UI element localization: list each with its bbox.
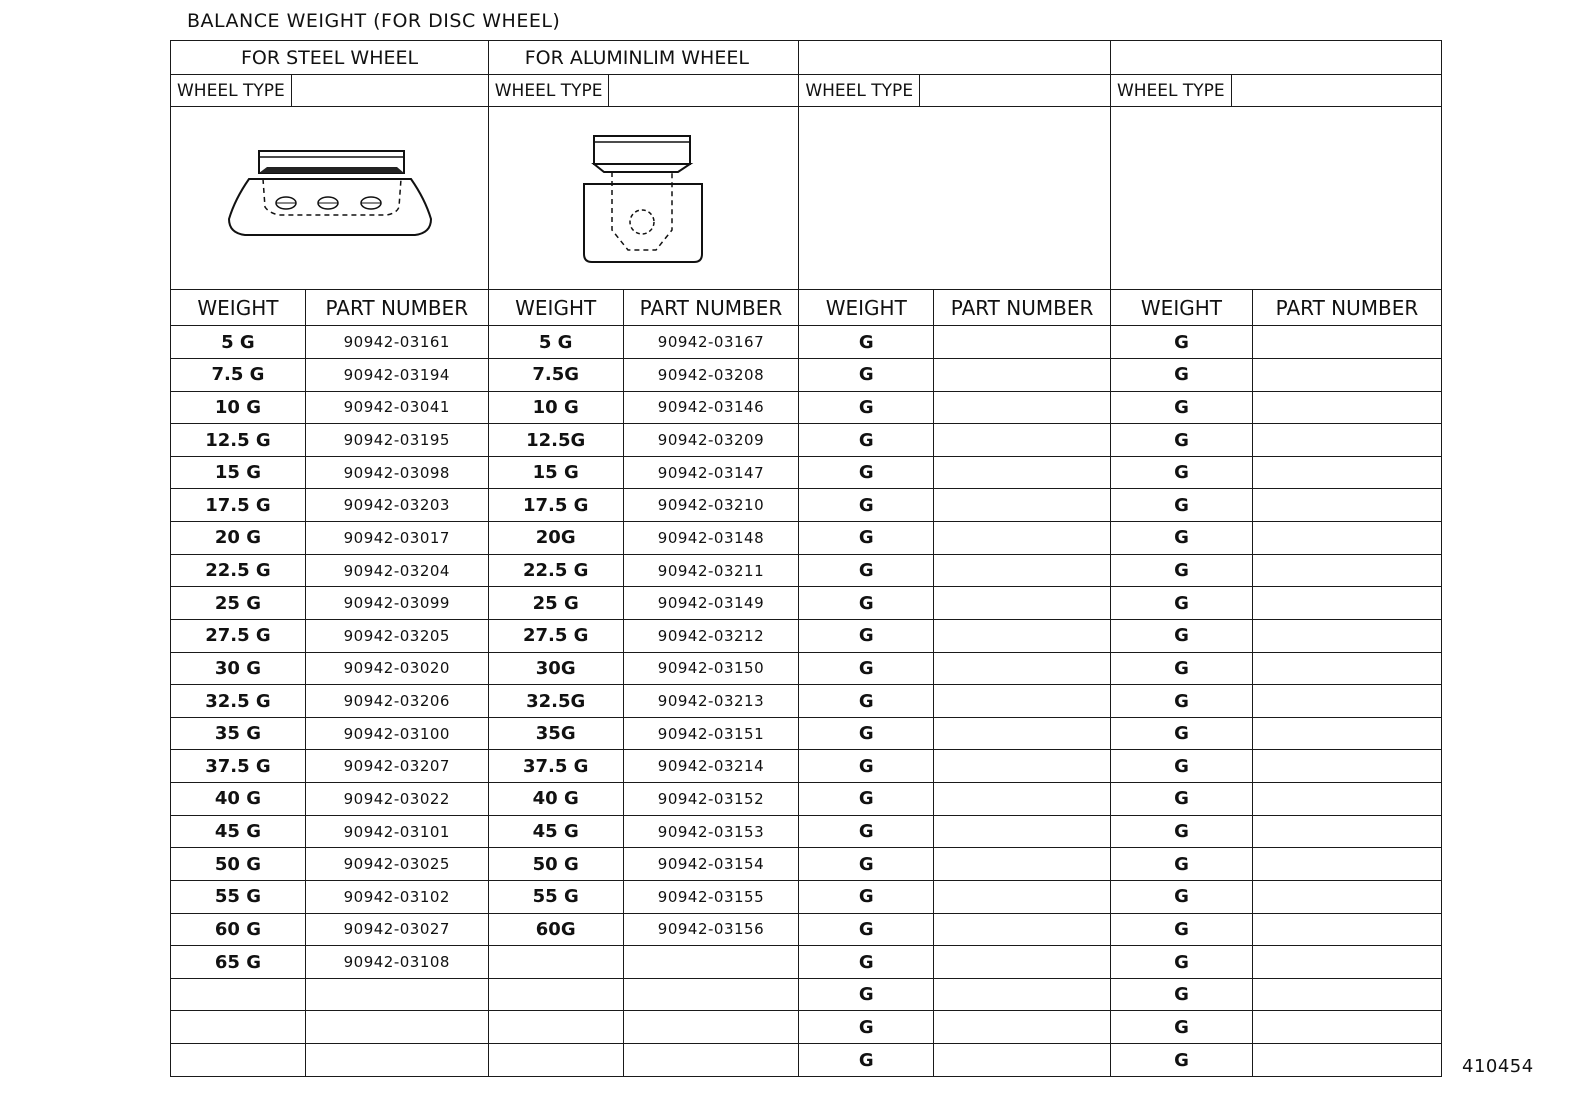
table-row (171, 358, 1442, 391)
empty-illustration-cell-4 (1110, 107, 1441, 290)
column4-weight-cell: G (1110, 946, 1252, 979)
aluminum-part-number-cell (623, 978, 799, 1011)
steel-weight-cell (171, 978, 306, 1011)
steel-weight-cell: 22.5 G (171, 554, 306, 587)
steel-weight-cell: 15 G (171, 456, 306, 489)
column3-part-number-cell (934, 783, 1111, 816)
column4-part-number-cell (1252, 880, 1441, 913)
section-title-4 (1110, 41, 1441, 75)
aluminum-part-number-cell (623, 946, 799, 979)
aluminum-part-number-cell: 90942-03208 (623, 358, 799, 391)
column3-part-number-cell (934, 1044, 1111, 1077)
aluminum-weight-cell: 12.5G (488, 424, 623, 457)
wheel-type-cell-3 (799, 75, 1111, 107)
column4-weight-cell: G (1110, 848, 1252, 881)
column3-part-number-cell (934, 424, 1111, 457)
steel-part-number-cell: 90942-03194 (305, 358, 488, 391)
column3-weight-cell: G (799, 358, 934, 391)
column3-weight-cell: G (799, 326, 934, 359)
aluminum-weight-cell: 17.5 G (488, 489, 623, 522)
steel-weight-cell: 30 G (171, 652, 306, 685)
column4-part-number-cell (1252, 913, 1441, 946)
steel-weight-cell: 37.5 G (171, 750, 306, 783)
table-row (171, 619, 1442, 652)
column4-part-number-cell (1252, 848, 1441, 881)
wheel-type-label: WHEEL TYPE (1111, 75, 1232, 106)
steel-weight-cell: 35 G (171, 717, 306, 750)
aluminum-weight-cell: 35G (488, 717, 623, 750)
steel-weight-cell: 27.5 G (171, 619, 306, 652)
column4-part-number-cell (1252, 489, 1441, 522)
column-header-weight: WEIGHT (1110, 290, 1252, 326)
aluminum-weight-cell: 40 G (488, 783, 623, 816)
aluminum-illustration-cell (488, 107, 799, 290)
table-row (171, 489, 1442, 522)
column4-part-number-cell (1252, 717, 1441, 750)
aluminum-weight-cell: 25 G (488, 587, 623, 620)
steel-weight-cell: 7.5 G (171, 358, 306, 391)
table-row (171, 913, 1442, 946)
column3-weight-cell: G (799, 1044, 934, 1077)
aluminum-part-number-cell: 90942-03210 (623, 489, 799, 522)
wheel-type-cell-4 (1110, 75, 1441, 107)
column3-weight-cell: G (799, 554, 934, 587)
column4-part-number-cell (1252, 587, 1441, 620)
steel-weight-cell: 10 G (171, 391, 306, 424)
column4-part-number-cell (1252, 1044, 1441, 1077)
aluminum-part-number-cell: 90942-03213 (623, 685, 799, 718)
document-number: 410454 (1462, 1056, 1534, 1077)
column4-weight-cell: G (1110, 554, 1252, 587)
column3-weight-cell: G (799, 587, 934, 620)
section-title-aluminum: FOR ALUMINLIM WHEEL (488, 41, 799, 75)
steel-weight-cell: 5 G (171, 326, 306, 359)
column3-weight-cell: G (799, 913, 934, 946)
column3-weight-cell: G (799, 652, 934, 685)
aluminum-part-number-cell: 90942-03152 (623, 783, 799, 816)
column3-part-number-cell (934, 326, 1111, 359)
column3-weight-cell: G (799, 880, 934, 913)
column-header-part-number: PART NUMBER (934, 290, 1111, 326)
steel-part-number-cell: 90942-03027 (305, 913, 488, 946)
column4-part-number-cell (1252, 424, 1441, 457)
steel-weight-cell (171, 1044, 306, 1077)
column3-weight-cell: G (799, 848, 934, 881)
column4-weight-cell: G (1110, 326, 1252, 359)
aluminum-weight-cell: 32.5G (488, 685, 623, 718)
column3-weight-cell: G (799, 391, 934, 424)
steel-part-number-cell: 90942-03203 (305, 489, 488, 522)
aluminum-part-number-cell: 90942-03151 (623, 717, 799, 750)
column4-weight-cell: G (1110, 587, 1252, 620)
column4-part-number-cell (1252, 685, 1441, 718)
column3-weight-cell: G (799, 978, 934, 1011)
column4-weight-cell: G (1110, 652, 1252, 685)
illustration-row (171, 107, 1442, 290)
steel-weight-cell: 55 G (171, 880, 306, 913)
aluminum-part-number-cell: 90942-03149 (623, 587, 799, 620)
steel-part-number-cell: 90942-03100 (305, 717, 488, 750)
column3-part-number-cell (934, 619, 1111, 652)
column3-part-number-cell (934, 1011, 1111, 1044)
aluminum-part-number-cell: 90942-03153 (623, 815, 799, 848)
table-row (171, 587, 1442, 620)
column3-part-number-cell (934, 848, 1111, 881)
column4-part-number-cell (1252, 522, 1441, 555)
aluminum-wheel-weight-icon (574, 128, 714, 268)
table-row (171, 652, 1442, 685)
steel-illustration-cell (171, 107, 489, 290)
steel-part-number-cell: 90942-03207 (305, 750, 488, 783)
steel-part-number-cell: 90942-03108 (305, 946, 488, 979)
column3-part-number-cell (934, 522, 1111, 555)
column3-part-number-cell (934, 717, 1111, 750)
table-row (171, 1011, 1442, 1044)
column4-part-number-cell (1252, 554, 1441, 587)
aluminum-weight-cell: 37.5 G (488, 750, 623, 783)
steel-part-number-cell: 90942-03205 (305, 619, 488, 652)
steel-part-number-cell: 90942-03101 (305, 815, 488, 848)
steel-part-number-cell: 90942-03022 (305, 783, 488, 816)
column4-part-number-cell (1252, 978, 1441, 1011)
aluminum-weight-cell: 55 G (488, 880, 623, 913)
column4-weight-cell: G (1110, 489, 1252, 522)
column3-weight-cell: G (799, 522, 934, 555)
table-row (171, 815, 1442, 848)
column4-weight-cell: G (1110, 717, 1252, 750)
column3-part-number-cell (934, 554, 1111, 587)
column4-weight-cell: G (1110, 685, 1252, 718)
aluminum-weight-cell: 7.5G (488, 358, 623, 391)
steel-weight-cell: 25 G (171, 587, 306, 620)
steel-part-number-cell (305, 1011, 488, 1044)
column4-weight-cell: G (1110, 880, 1252, 913)
table-row (171, 750, 1442, 783)
column3-part-number-cell (934, 489, 1111, 522)
steel-part-number-cell: 90942-03099 (305, 587, 488, 620)
table-row (171, 424, 1442, 457)
aluminum-weight-cell (488, 1011, 623, 1044)
table-row (171, 522, 1442, 555)
column4-part-number-cell (1252, 652, 1441, 685)
column4-weight-cell: G (1110, 391, 1252, 424)
steel-part-number-cell: 90942-03102 (305, 880, 488, 913)
steel-part-number-cell: 90942-03017 (305, 522, 488, 555)
steel-weight-cell: 17.5 G (171, 489, 306, 522)
section-title-3 (799, 41, 1111, 75)
column3-part-number-cell (934, 913, 1111, 946)
wheel-type-cell-steel (171, 75, 489, 107)
table-row (171, 326, 1442, 359)
steel-weight-cell: 12.5 G (171, 424, 306, 457)
column3-part-number-cell (934, 456, 1111, 489)
column4-weight-cell: G (1110, 815, 1252, 848)
column-header-weight: WEIGHT (488, 290, 623, 326)
column4-part-number-cell (1252, 391, 1441, 424)
column4-weight-cell: G (1110, 358, 1252, 391)
aluminum-part-number-cell: 90942-03155 (623, 880, 799, 913)
column-header-part-number: PART NUMBER (305, 290, 488, 326)
column3-weight-cell: G (799, 750, 934, 783)
aluminum-part-number-cell: 90942-03146 (623, 391, 799, 424)
wheel-type-label: WHEEL TYPE (171, 75, 292, 106)
steel-part-number-cell (305, 1044, 488, 1077)
steel-part-number-cell: 90942-03195 (305, 424, 488, 457)
table-row (171, 978, 1442, 1011)
section-title-row (171, 41, 1442, 75)
aluminum-part-number-cell: 90942-03167 (623, 326, 799, 359)
column4-weight-cell: G (1110, 522, 1252, 555)
table-row (171, 391, 1442, 424)
aluminum-part-number-cell: 90942-03150 (623, 652, 799, 685)
aluminum-part-number-cell: 90942-03148 (623, 522, 799, 555)
balance-weight-table-container (170, 40, 1442, 1077)
column3-part-number-cell (934, 685, 1111, 718)
balance-weight-table (170, 40, 1442, 1077)
column4-weight-cell: G (1110, 424, 1252, 457)
column3-part-number-cell (934, 978, 1111, 1011)
aluminum-weight-cell: 50 G (488, 848, 623, 881)
steel-part-number-cell: 90942-03025 (305, 848, 488, 881)
column4-part-number-cell (1252, 750, 1441, 783)
aluminum-part-number-cell (623, 1011, 799, 1044)
steel-weight-cell: 20 G (171, 522, 306, 555)
column-header-part-number: PART NUMBER (1252, 290, 1441, 326)
column4-part-number-cell (1252, 619, 1441, 652)
steel-weight-cell: 45 G (171, 815, 306, 848)
steel-part-number-cell: 90942-03206 (305, 685, 488, 718)
aluminum-weight-cell: 15 G (488, 456, 623, 489)
aluminum-weight-cell: 27.5 G (488, 619, 623, 652)
column3-part-number-cell (934, 358, 1111, 391)
column3-weight-cell: G (799, 717, 934, 750)
column4-part-number-cell (1252, 946, 1441, 979)
column4-weight-cell: G (1110, 913, 1252, 946)
table-row (171, 717, 1442, 750)
column3-part-number-cell (934, 946, 1111, 979)
aluminum-weight-cell: 20G (488, 522, 623, 555)
steel-part-number-cell: 90942-03204 (305, 554, 488, 587)
column3-weight-cell: G (799, 815, 934, 848)
table-row (171, 848, 1442, 881)
column3-weight-cell: G (799, 946, 934, 979)
aluminum-part-number-cell: 90942-03212 (623, 619, 799, 652)
column3-part-number-cell (934, 880, 1111, 913)
steel-weight-cell: 40 G (171, 783, 306, 816)
column4-weight-cell: G (1110, 1011, 1252, 1044)
column4-part-number-cell (1252, 815, 1441, 848)
column-header-weight: WEIGHT (171, 290, 306, 326)
steel-weight-cell: 32.5 G (171, 685, 306, 718)
aluminum-weight-cell: 5 G (488, 326, 623, 359)
aluminum-part-number-cell (623, 1044, 799, 1077)
column4-weight-cell: G (1110, 750, 1252, 783)
steel-weight-cell: 50 G (171, 848, 306, 881)
empty-illustration-cell-3 (799, 107, 1111, 290)
steel-weight-cell: 60 G (171, 913, 306, 946)
aluminum-part-number-cell: 90942-03154 (623, 848, 799, 881)
table-row (171, 685, 1442, 718)
table-row (171, 946, 1442, 979)
steel-part-number-cell: 90942-03020 (305, 652, 488, 685)
table-row (171, 456, 1442, 489)
column4-part-number-cell (1252, 326, 1441, 359)
aluminum-weight-cell: 30G (488, 652, 623, 685)
column4-weight-cell: G (1110, 1044, 1252, 1077)
steel-weight-cell: 65 G (171, 946, 306, 979)
column-header-part-number: PART NUMBER (623, 290, 799, 326)
steel-part-number-cell: 90942-03161 (305, 326, 488, 359)
aluminum-weight-cell (488, 946, 623, 979)
aluminum-weight-cell: 10 G (488, 391, 623, 424)
column3-weight-cell: G (799, 685, 934, 718)
column4-part-number-cell (1252, 456, 1441, 489)
steel-weight-cell (171, 1011, 306, 1044)
page-title: BALANCE WEIGHT (FOR DISC WHEEL) (187, 10, 561, 32)
column3-part-number-cell (934, 815, 1111, 848)
column4-part-number-cell (1252, 358, 1441, 391)
column4-weight-cell: G (1110, 978, 1252, 1011)
column3-weight-cell: G (799, 1011, 934, 1044)
column4-weight-cell: G (1110, 456, 1252, 489)
steel-part-number-cell (305, 978, 488, 1011)
column3-weight-cell: G (799, 783, 934, 816)
aluminum-part-number-cell: 90942-03156 (623, 913, 799, 946)
aluminum-weight-cell: 60G (488, 913, 623, 946)
steel-part-number-cell: 90942-03041 (305, 391, 488, 424)
wheel-type-label: WHEEL TYPE (799, 75, 920, 106)
wheel-type-row (171, 75, 1442, 107)
section-title-steel: FOR STEEL WHEEL (171, 41, 489, 75)
aluminum-part-number-cell: 90942-03209 (623, 424, 799, 457)
aluminum-weight-cell (488, 978, 623, 1011)
table-row (171, 554, 1442, 587)
column3-part-number-cell (934, 750, 1111, 783)
column4-part-number-cell (1252, 1011, 1441, 1044)
column3-weight-cell: G (799, 619, 934, 652)
column4-part-number-cell (1252, 783, 1441, 816)
column-header-weight: WEIGHT (799, 290, 934, 326)
column3-part-number-cell (934, 391, 1111, 424)
column4-weight-cell: G (1110, 783, 1252, 816)
steel-wheel-weight-icon (219, 143, 439, 253)
table-row (171, 880, 1442, 913)
column3-weight-cell: G (799, 424, 934, 457)
aluminum-weight-cell: 45 G (488, 815, 623, 848)
column-header-row (171, 290, 1442, 326)
table-row (171, 783, 1442, 816)
aluminum-part-number-cell: 90942-03214 (623, 750, 799, 783)
column3-weight-cell: G (799, 489, 934, 522)
steel-part-number-cell: 90942-03098 (305, 456, 488, 489)
aluminum-weight-cell: 22.5 G (488, 554, 623, 587)
column4-weight-cell: G (1110, 619, 1252, 652)
table-row (171, 1044, 1442, 1077)
column3-weight-cell: G (799, 456, 934, 489)
wheel-type-cell-aluminum (488, 75, 799, 107)
column3-part-number-cell (934, 652, 1111, 685)
aluminum-weight-cell (488, 1044, 623, 1077)
column3-part-number-cell (934, 587, 1111, 620)
aluminum-part-number-cell: 90942-03211 (623, 554, 799, 587)
aluminum-part-number-cell: 90942-03147 (623, 456, 799, 489)
wheel-type-label: WHEEL TYPE (489, 75, 610, 106)
